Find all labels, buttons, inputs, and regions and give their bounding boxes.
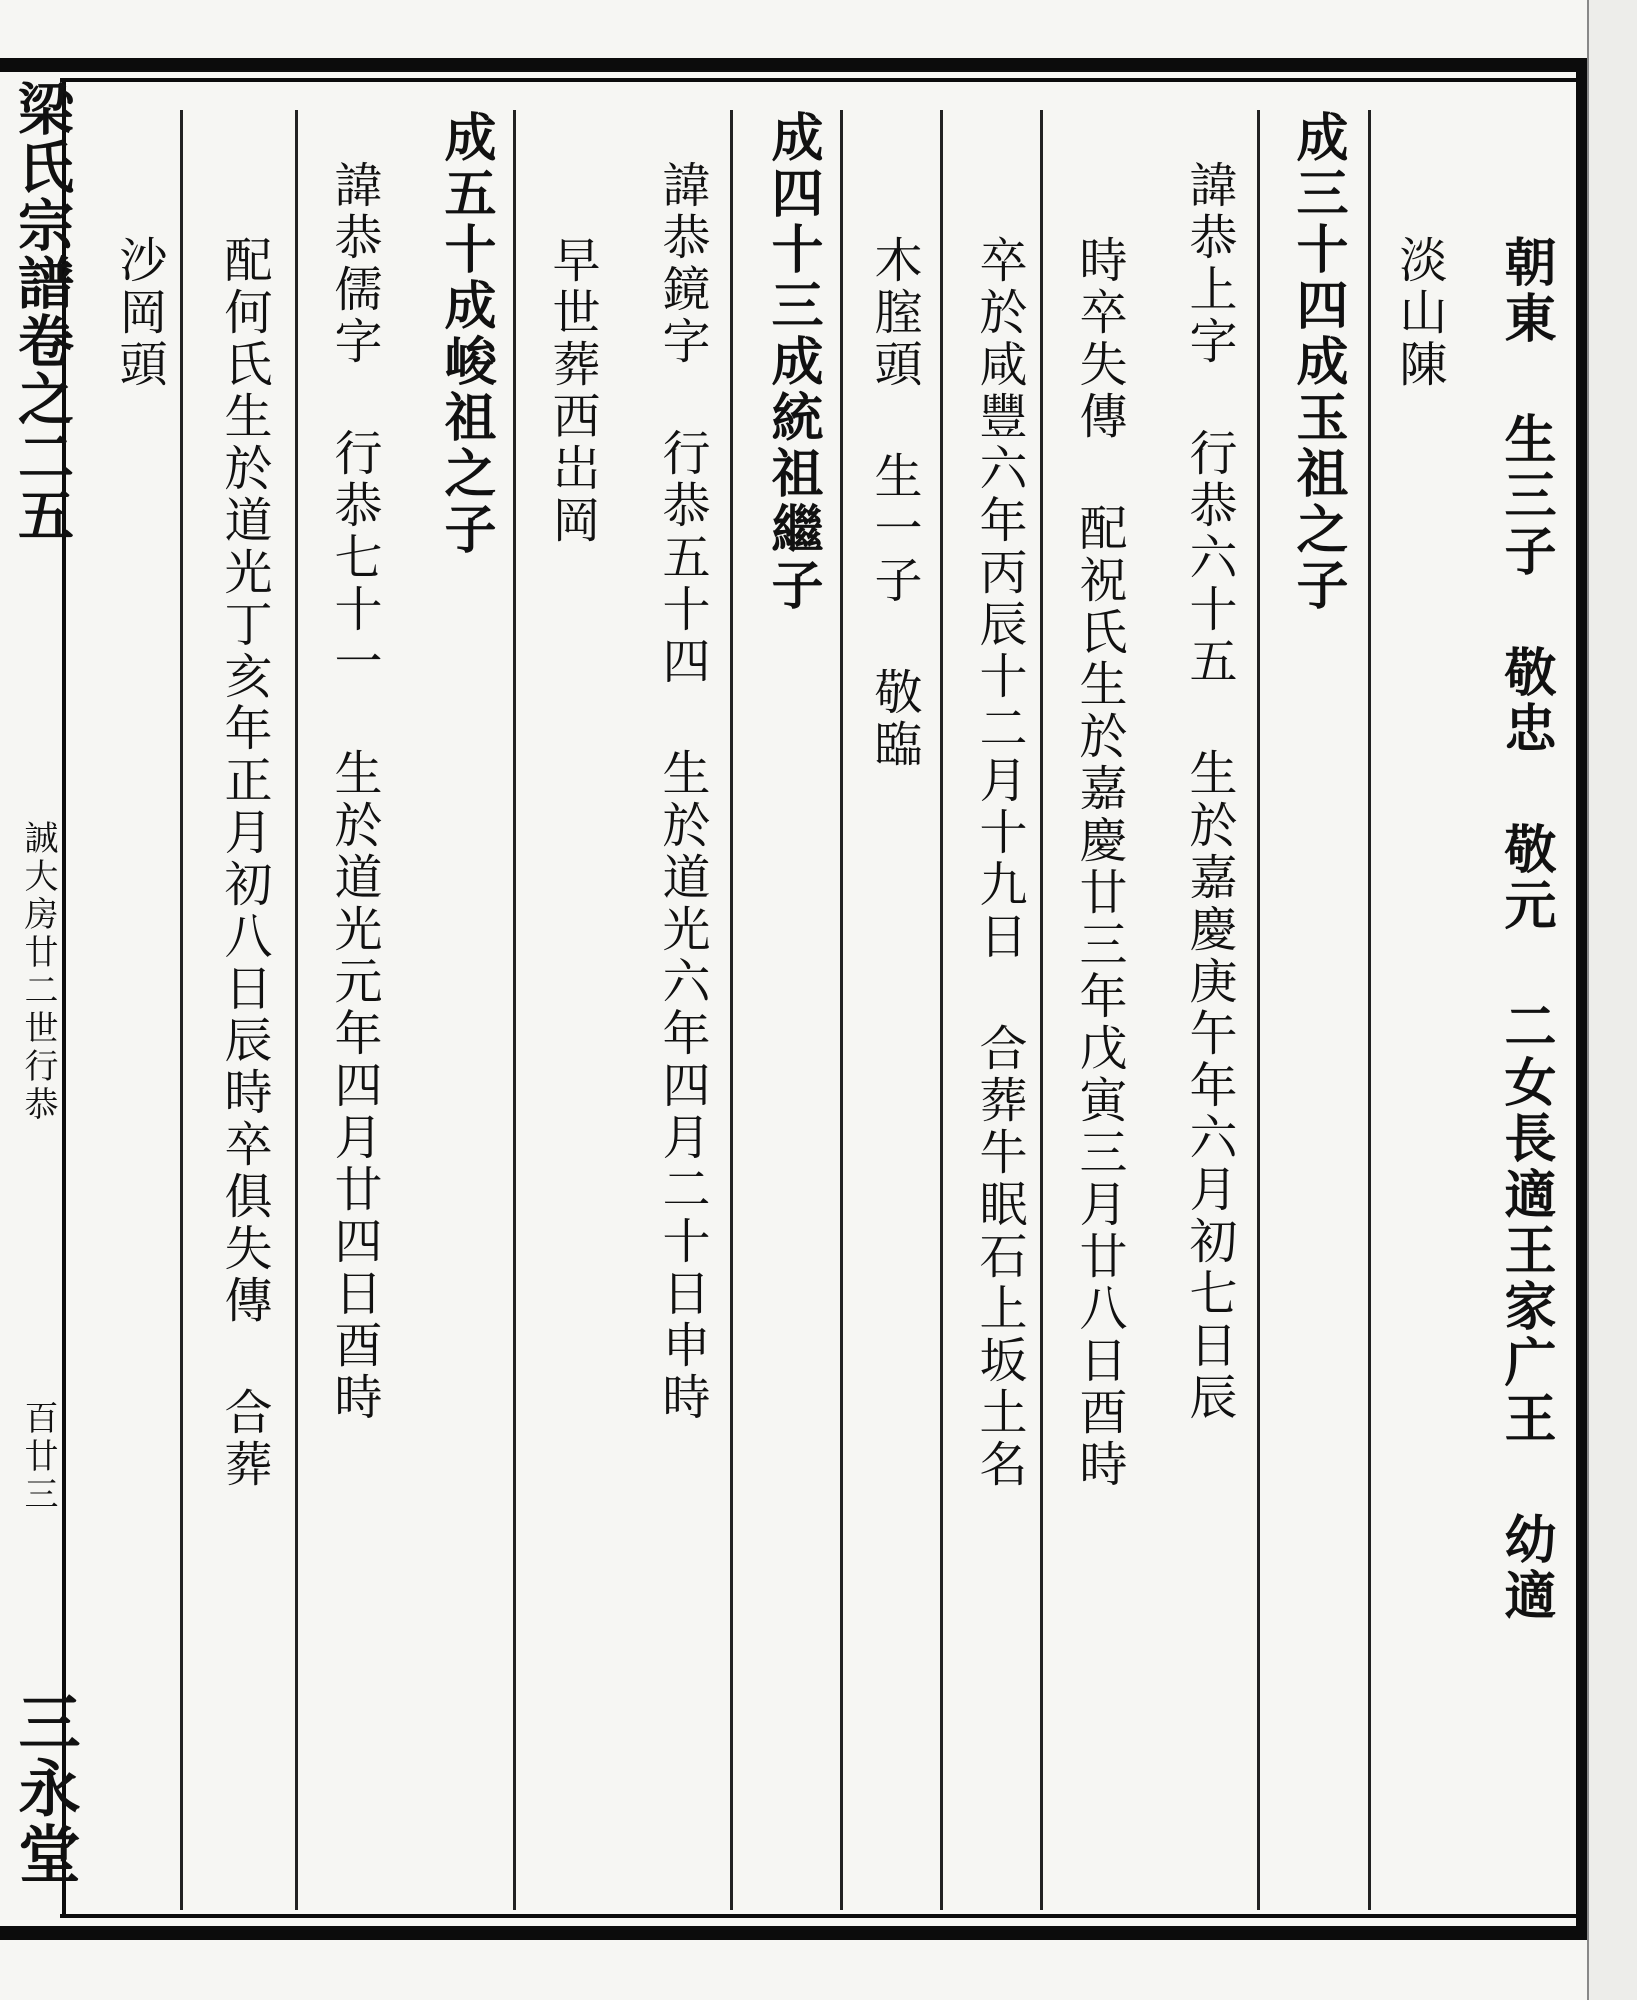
column-divider (295, 110, 298, 1910)
text-column-1: 朝東 生三子 敬忠 敬元 二女長適王家广王 幼適 (1495, 235, 1556, 1624)
text-column-7: 木腟頭 生一子 敬臨 (866, 235, 922, 771)
column-divider (1368, 110, 1371, 1910)
bottom-inner-rule (60, 1914, 1590, 1918)
column-divider (730, 110, 733, 1910)
text-column-10: 早世葬西岀岡 (544, 235, 600, 547)
page-right-edge (1587, 0, 1637, 2000)
branch-generation: 誠大房廿二世行恭 (18, 820, 58, 1124)
column-divider (1257, 110, 1260, 1910)
text-column-6: 卒於咸豐六年丙辰十二月十九日 合葬牛眠石上坂土名 (971, 235, 1027, 1491)
top-inner-rule (60, 78, 1590, 82)
text-column-8: 成四十三成統祖繼子 (762, 110, 823, 614)
text-column-4: 諱恭上字 行恭六十五 生於嘉慶庚午年六月初七日辰 (1181, 160, 1237, 1424)
text-column-2: 淡山陳 (1391, 235, 1447, 391)
text-column-9: 諱恭鏡字 行恭五十四 生於道光六年四月二十日申時 (654, 160, 710, 1424)
column-divider (840, 110, 843, 1910)
page-number: 百廿三 (18, 1400, 58, 1514)
column-divider (180, 110, 183, 1910)
top-border-rule (0, 58, 1590, 72)
column-divider (513, 110, 516, 1910)
column-divider (940, 110, 943, 1910)
text-column-3: 成三十四成玉祖之子 (1287, 110, 1348, 614)
text-column-12: 諱恭儒字 行恭七十一 生於道光元年四月廿四日酉時 (326, 160, 382, 1424)
hall-name: 三永堂 (8, 1690, 81, 1888)
text-column-13: 配何氏生於道光丁亥年正月初八日辰時卒俱失傳 合葬 (216, 235, 272, 1491)
text-column-14: 沙岡頭 (111, 235, 167, 391)
text-column-11: 成五十成峻祖之子 (435, 110, 496, 558)
bottom-border-rule (0, 1926, 1590, 1940)
text-column-5: 時卒失傳 配祝氏生於嘉慶廿三年戊寅三月廿八日酉時 (1071, 235, 1127, 1491)
volume-title: 梁氏宗譜卷之二五 (9, 80, 75, 544)
column-divider (1040, 110, 1043, 1910)
